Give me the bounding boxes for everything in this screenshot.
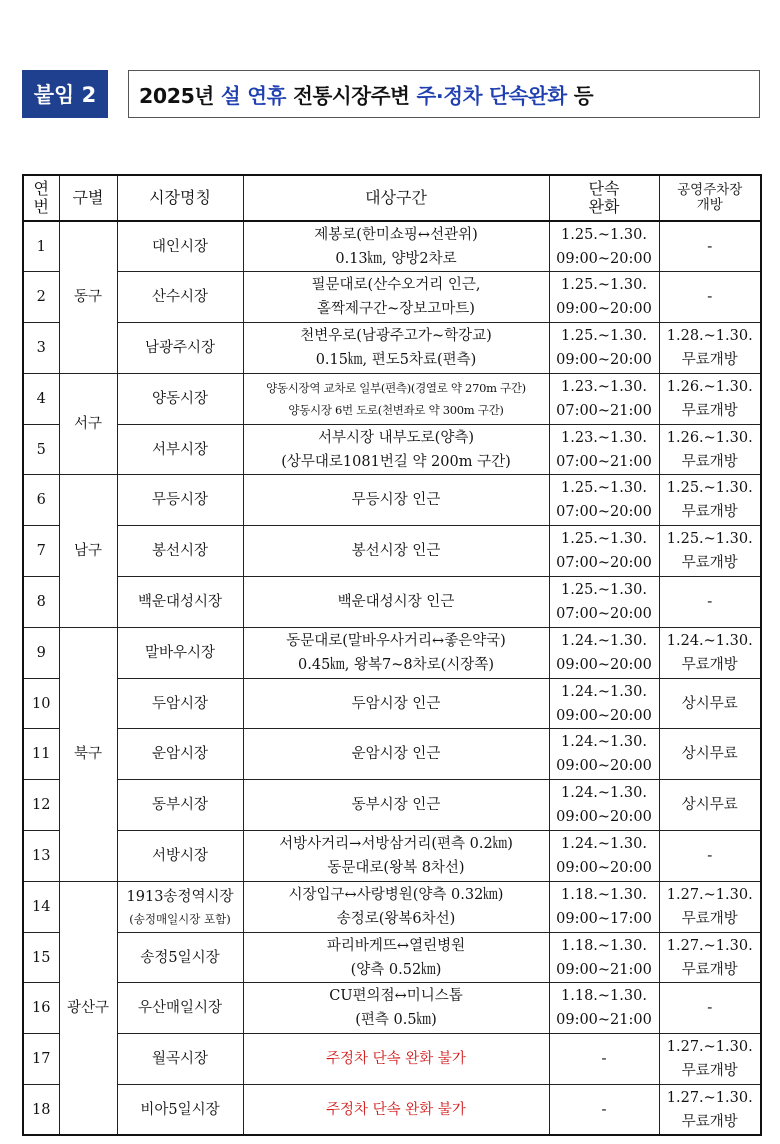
market-name: 월곡시장 (117, 1034, 243, 1085)
header-market: 시장명칭 (117, 175, 243, 221)
header-no: 연 번 (23, 175, 59, 221)
public-parking: - (659, 983, 761, 1034)
market-name: 서부시장 (117, 424, 243, 475)
market-name: 봉선시장 (117, 526, 243, 577)
table-row (23, 932, 761, 983)
table-row (23, 475, 761, 526)
parking-relief-table (22, 174, 762, 1136)
target-section: 동문대로(말바우사거리↔좋은약국) 0.45㎞, 왕복7~8차로(시장쪽) (243, 627, 549, 678)
table-row (23, 323, 761, 374)
public-parking: 1.26.~1.30. 무료개방 (659, 373, 761, 424)
public-parking: 상시무료 (659, 729, 761, 780)
public-parking: 1.27.~1.30. 무료개방 (659, 881, 761, 932)
relief-period: 1.23.~1.30. 07:00~21:00 (549, 373, 659, 424)
target-section: 서방사거리→서방삼거리(편측 0.2㎞) 동문대로(왕복 8차선) (243, 831, 549, 882)
row-number: 15 (23, 932, 59, 983)
table-row (23, 983, 761, 1034)
row-number: 12 (23, 780, 59, 831)
target-section: 시장입구↔사랑병원(양측 0.32㎞) 송정로(왕복6차선) (243, 881, 549, 932)
public-parking: - (659, 272, 761, 323)
target-section: 필문대로(산수오거리 인근, 홀짝제구간~장보고마트) (243, 272, 549, 323)
relief-period: 1.25.~1.30. 07:00~20:00 (549, 526, 659, 577)
table-row (23, 221, 761, 272)
market-name: 양동시장 (117, 373, 243, 424)
title-part: 주·정차 (416, 84, 483, 108)
title-part: 등 (573, 84, 594, 108)
target-section: 봉선시장 인근 (243, 526, 549, 577)
target-section: 파리바게뜨↔열린병원 (양측 0.52㎞) (243, 932, 549, 983)
attachment-badge: 붙임 2 (22, 70, 108, 118)
market-name: 송정5일시장 (117, 932, 243, 983)
public-parking: 1.25.~1.30. 무료개방 (659, 475, 761, 526)
header-parking: 공영주차장 개방 (659, 175, 761, 221)
row-number: 9 (23, 627, 59, 678)
table-row (23, 780, 761, 831)
district-cell: 광산구 (59, 881, 117, 1135)
target-section: 서부시장 내부도로(양측) (상무대로1081번길 약 200m 구간) (243, 424, 549, 475)
public-parking: 상시무료 (659, 678, 761, 729)
target-section: 무등시장 인근 (243, 475, 549, 526)
target-section: 제봉로(한미쇼핑↔선관위) 0.13㎞, 양방2차로 (243, 221, 549, 272)
market-name: 서방시장 (117, 831, 243, 882)
relief-period: 1.24.~1.30. 09:00~20:00 (549, 780, 659, 831)
row-number: 4 (23, 373, 59, 424)
relief-period: 1.24.~1.30. 09:00~20:00 (549, 678, 659, 729)
district-cell: 서구 (59, 373, 117, 475)
public-parking: - (659, 221, 761, 272)
row-number: 8 (23, 577, 59, 628)
public-parking: - (659, 577, 761, 628)
target-section: 주정차 단속 완화 불가 (243, 1034, 549, 1085)
public-parking: - (659, 831, 761, 882)
relief-period: 1.18.~1.30. 09:00~21:00 (549, 983, 659, 1034)
table-row (23, 881, 761, 932)
title-part: 설 (220, 84, 241, 108)
market-name: 비아5일시장 (117, 1085, 243, 1136)
row-number: 1 (23, 221, 59, 272)
target-section: CU편의점↔미니스톱 (편측 0.5㎞) (243, 983, 549, 1034)
market-name: 무등시장 (117, 475, 243, 526)
relief-period: 1.23.~1.30. 07:00~21:00 (549, 424, 659, 475)
public-parking: 상시무료 (659, 780, 761, 831)
table-row (23, 526, 761, 577)
title-part: 전통시장주변 (293, 84, 410, 108)
table-row (23, 729, 761, 780)
target-section: 동부시장 인근 (243, 780, 549, 831)
header-district: 구별 (59, 175, 117, 221)
table-row (23, 678, 761, 729)
table-row (23, 1085, 761, 1136)
title-part: 연휴 (247, 84, 287, 108)
table-row (23, 272, 761, 323)
market-name: 1913송정역시장 (송정매일시장 포함) (117, 881, 243, 932)
relief-period: 1.25.~1.30. 07:00~20:00 (549, 475, 659, 526)
row-number: 16 (23, 983, 59, 1034)
market-name: 백운대성시장 (117, 577, 243, 628)
row-number: 17 (23, 1034, 59, 1085)
title-part: 단속완화 (489, 84, 567, 108)
target-section: 두암시장 인근 (243, 678, 549, 729)
market-name: 말바우시장 (117, 627, 243, 678)
district-cell: 남구 (59, 475, 117, 627)
relief-period: 1.25.~1.30. 09:00~20:00 (549, 323, 659, 374)
market-name: 운암시장 (117, 729, 243, 780)
row-number: 14 (23, 881, 59, 932)
relief-period: - (549, 1034, 659, 1085)
target-section: 운암시장 인근 (243, 729, 549, 780)
row-number: 10 (23, 678, 59, 729)
public-parking: 1.27.~1.30. 무료개방 (659, 932, 761, 983)
row-number: 13 (23, 831, 59, 882)
title-part: 2025년 (139, 84, 214, 108)
relief-period: 1.18.~1.30. 09:00~17:00 (549, 881, 659, 932)
row-number: 3 (23, 323, 59, 374)
relief-period: 1.24.~1.30. 09:00~20:00 (549, 831, 659, 882)
row-number: 2 (23, 272, 59, 323)
public-parking: 1.25.~1.30. 무료개방 (659, 526, 761, 577)
relief-period: - (549, 1085, 659, 1136)
relief-period: 1.25.~1.30. 09:00~20:00 (549, 221, 659, 272)
document-title (128, 70, 760, 118)
row-number: 7 (23, 526, 59, 577)
relief-period: 1.24.~1.30. 09:00~20:00 (549, 627, 659, 678)
header-period: 단속 완화 (549, 175, 659, 221)
table-row (23, 577, 761, 628)
market-name: 동부시장 (117, 780, 243, 831)
table-row (23, 1034, 761, 1085)
relief-period: 1.18.~1.30. 09:00~21:00 (549, 932, 659, 983)
target-section: 주정차 단속 완화 불가 (243, 1085, 549, 1136)
district-cell: 북구 (59, 627, 117, 881)
table-header-row (23, 175, 761, 221)
market-name: 남광주시장 (117, 323, 243, 374)
table-row (23, 424, 761, 475)
target-section: 백운대성시장 인근 (243, 577, 549, 628)
public-parking: 1.24.~1.30. 무료개방 (659, 627, 761, 678)
row-number: 6 (23, 475, 59, 526)
row-number: 18 (23, 1085, 59, 1136)
public-parking: 1.28.~1.30. 무료개방 (659, 323, 761, 374)
row-number: 5 (23, 424, 59, 475)
row-number: 11 (23, 729, 59, 780)
table-row (23, 627, 761, 678)
relief-period: 1.24.~1.30. 09:00~20:00 (549, 729, 659, 780)
market-name: 두암시장 (117, 678, 243, 729)
table-row (23, 831, 761, 882)
market-name: 대인시장 (117, 221, 243, 272)
relief-period: 1.25.~1.30. 09:00~20:00 (549, 272, 659, 323)
market-name: 산수시장 (117, 272, 243, 323)
table-row (23, 373, 761, 424)
relief-period: 1.25.~1.30. 07:00~20:00 (549, 577, 659, 628)
market-name: 우산매일시장 (117, 983, 243, 1034)
public-parking: 1.27.~1.30. 무료개방 (659, 1034, 761, 1085)
public-parking: 1.26.~1.30. 무료개방 (659, 424, 761, 475)
target-section: 천변우로(남광주고가~학강교) 0.15㎞, 편도5차료(편측) (243, 323, 549, 374)
district-cell: 동구 (59, 221, 117, 373)
target-section: 양동시장역 교차로 일부(편측)(경열로 약 270m 구간) 양동시장 6번 도로(천변좌로 약 300m 구간) (243, 373, 549, 424)
public-parking: 1.27.~1.30. 무료개방 (659, 1085, 761, 1136)
header-section: 대상구간 (243, 175, 549, 221)
